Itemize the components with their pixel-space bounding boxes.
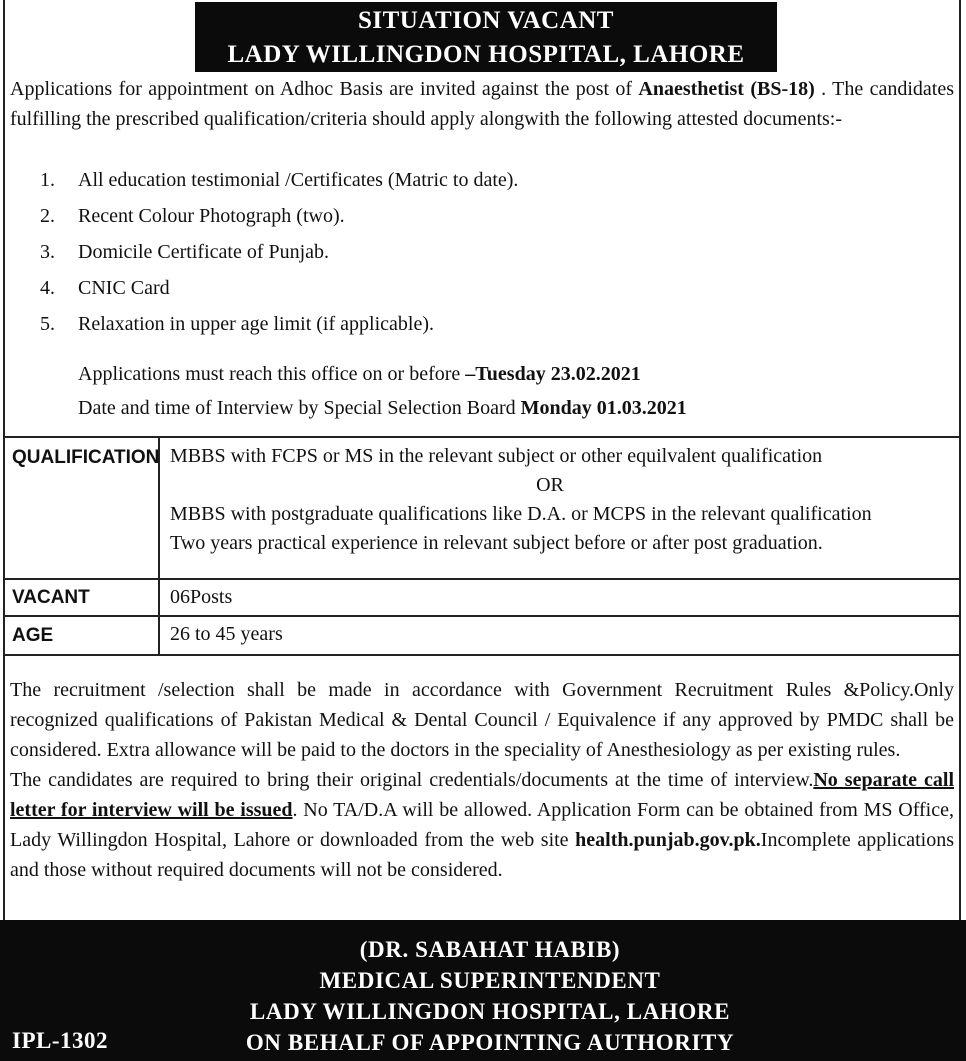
list-item [40, 306, 740, 342]
terms-paragraph-2-start: The candidates are required to bring their original credentials/documents at the time of interview. [10, 769, 814, 791]
table-rule-1 [3, 578, 961, 580]
terms-paragraph-2 [10, 765, 954, 885]
list-item-text: Recent Colour Photograph (two). [78, 205, 345, 227]
terms-text [10, 675, 954, 885]
qualification-cell [170, 442, 930, 558]
dates-block [78, 357, 878, 425]
list-item-number: 2. [40, 205, 55, 227]
title-banner [195, 2, 777, 72]
vacant-value: 06Posts [170, 586, 233, 608]
list-item-text: CNIC Card [78, 277, 170, 299]
website-address: health.punjab.gov.pk. [575, 829, 761, 851]
table-bottom-rule [3, 654, 961, 656]
post-name: Anaesthetist (BS-18) [638, 78, 815, 100]
ipl-reference-code: IPL-1302 [12, 1028, 108, 1053]
deadline-label: Applications must reach this office on or before [78, 363, 466, 385]
list-item [40, 162, 740, 198]
terms-paragraph-1: The recruitment /selection shall be made in accordance with Government Recruitment Rules &Policy.Only recognized qualifications of Pakistan Medical & Dental Council / Equivalence if any approved by PMDC shall be considered. Extra allowance will be paid to the doctors in the speciality of Anesthesiology as per existing rules. [10, 679, 954, 761]
list-item-text: Relaxation in upper age limit (if applicable). [78, 313, 434, 335]
list-item-number: 1. [40, 169, 55, 191]
vacant-label: VACANT [12, 587, 90, 608]
interview-line [78, 391, 878, 425]
qualification-line-3: Two years practical experience in relevant subject before or after post graduation. [170, 532, 823, 554]
documents-list [40, 162, 740, 342]
signatory-designation: MEDICAL SUPERINTENDENT [319, 968, 661, 993]
signatory-name: (DR. SABAHAT HABIB) [359, 937, 621, 962]
list-item [40, 270, 740, 306]
list-item-text: Domicile Certificate of Punjab. [78, 241, 330, 263]
interview-date: Monday 01.03.2021 [520, 397, 687, 419]
terms-paragraph-2-end: Incomplete applications and those without required documents will not be considered. [10, 829, 954, 881]
deadline-date: –Tuesday 23.02.2021 [465, 363, 641, 385]
interview-label: Date and time of Interview by Special Selection Board [78, 397, 521, 419]
list-item-number: 3. [40, 241, 55, 263]
deadline-line [78, 357, 878, 391]
age-value: 26 to 45 years [170, 623, 283, 645]
signature-block [190, 934, 790, 1058]
qualification-line-2: MBBS with postgraduate qualifications like D.A. or MCPS in the relevant qualification [170, 503, 872, 525]
no-call-letter-notice: No separate call letter for interview will be issued [10, 769, 954, 821]
terms-paragraph-2-mid: . No TA/D.A will be allowed. Application Form can be obtained from MS Office, Lady Willingdon Hospital, Lahore or downloaded from the web site [10, 799, 954, 851]
qualification-or: OR [536, 474, 564, 496]
intro-text-before: Applications for appointment on Adhoc Basis are invited against the post of [10, 78, 639, 100]
list-item [40, 198, 740, 234]
list-item-number: 5. [40, 313, 55, 335]
signature-footer [0, 920, 966, 1061]
intro-text-after: . The candidates fulfilling the prescribed qualification/criteria should apply alongwith the following attested documents:- [10, 78, 954, 130]
title-line-1: SITUATION VACANT [358, 7, 614, 34]
signatory-hospital: LADY WILLINGDON HOSPITAL, LAHORE [249, 999, 731, 1024]
table-rule-2 [3, 615, 961, 617]
table-top-rule [3, 436, 961, 438]
table-column-divider [158, 437, 160, 655]
age-label: AGE [12, 625, 54, 646]
appointing-authority: ON BEHALF OF APPOINTING AUTHORITY [245, 1030, 735, 1055]
list-item-text: All education testimonial /Certificates (Matric to date). [78, 169, 519, 191]
qualification-line-1: MBBS with FCPS or MS in the relevant subject or other equilvalent qualification [170, 445, 823, 467]
qualification-label: QUALIFICATION [12, 447, 160, 468]
intro-paragraph [10, 74, 954, 134]
list-item [40, 234, 740, 270]
title-line-2: LADY WILLINGDON HOSPITAL, LAHORE [227, 41, 745, 68]
list-item-number: 4. [40, 277, 55, 299]
